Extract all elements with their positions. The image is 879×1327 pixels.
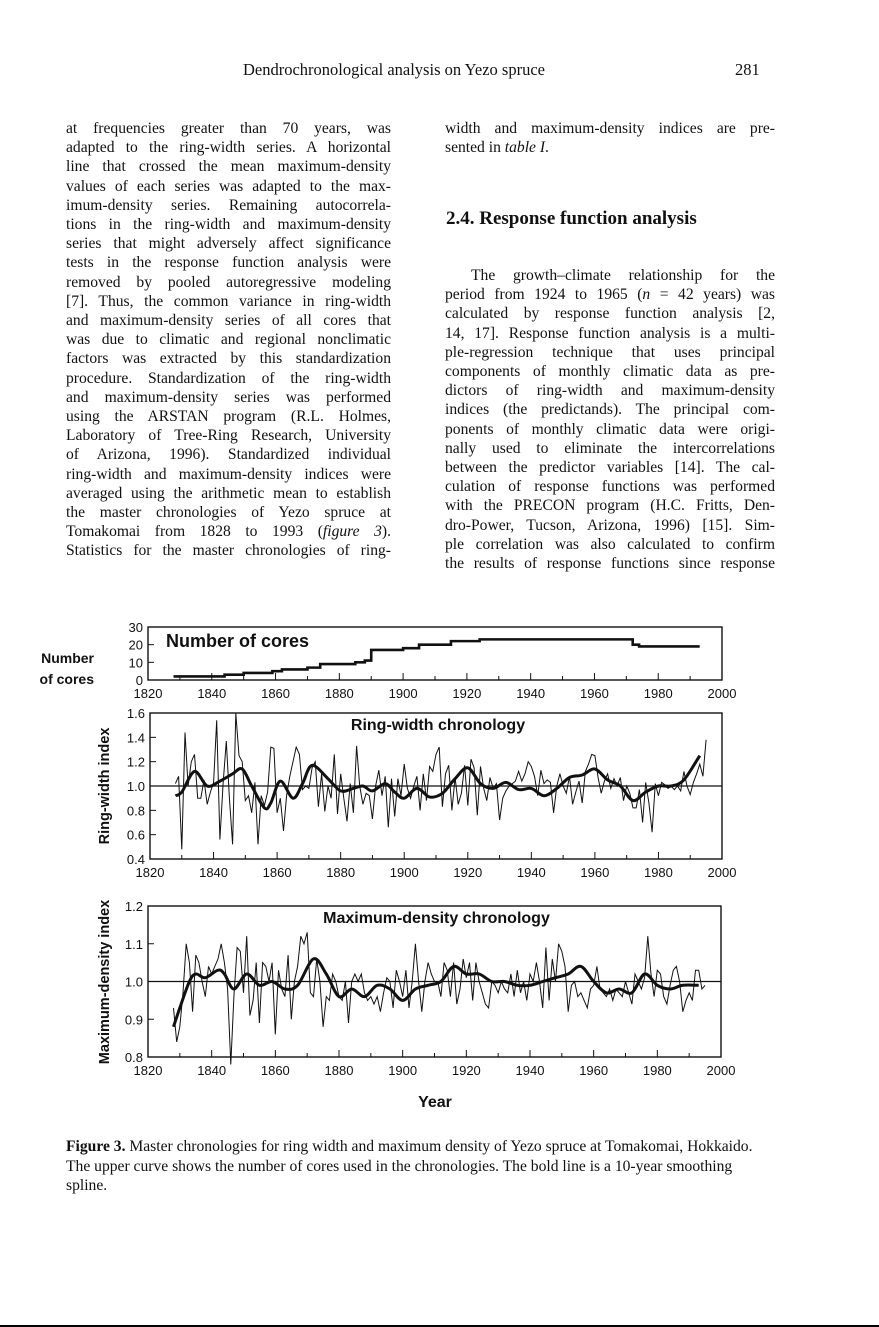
max-density-y-tick-label: 1.2 [124, 899, 143, 914]
page-number: 281 [735, 60, 760, 79]
ring-width-x-tick-label: 2000 [707, 865, 737, 880]
figure-3-chart [0, 580, 879, 1120]
cores-y-axis-label-line2: of cores [39, 671, 94, 687]
ring-width-x-tick-label: 1940 [516, 865, 546, 880]
text-line: period from 1924 to 1965 (n = 42 years) was [445, 286, 776, 304]
caption-label: Figure 3. [66, 1138, 126, 1155]
text-line: the master chronologies of Yezo spruce at [66, 504, 391, 522]
cores-y-tick-label: 30 [128, 620, 143, 635]
text-line: line that crossed the mean maximum-density [66, 158, 391, 176]
ring-width-y-tick-label: 1.4 [126, 730, 145, 746]
text-line: Statistics for the master chronologies of ring- [66, 542, 391, 560]
text-line: 14, 17]. Response function analysis is a multi- [445, 324, 775, 342]
text-line: and maximum-density series of all cores that [66, 312, 391, 330]
text-line: imum-density series. Remaining autocorrela- [66, 196, 391, 214]
ring-width-x-tick-label: 1960 [580, 865, 610, 880]
text-line: The growth–climate relationship for the [471, 267, 775, 284]
ring-width-y-tick-label: 0.6 [126, 827, 145, 843]
text-line: of Arizona, 1996). Standardized individual [66, 446, 391, 464]
max-density-x-tick-label: 1900 [388, 1063, 418, 1078]
ring-width-x-tick-label: 1900 [389, 865, 419, 880]
cores-x-tick-label: 1960 [579, 686, 609, 701]
text-line: ring-width and maximum-density indices were [66, 465, 391, 483]
max-density-panel-title: Maximum-density chronology [323, 910, 550, 927]
ring-width-panel-title: Ring-width chronology [350, 717, 526, 734]
text-line: [7]. Thus, the common variance in ring-width [66, 292, 391, 310]
text-line: the results of response functions since response [445, 555, 775, 573]
caption-text: Master chronologies for ring width and maximum density of Yezo spruce at Tomakomai, Hokkaido. The upper curve shows the number of cores used in the chronologies. The bold line is a 10-year smoothing spline. [66, 1138, 753, 1195]
ring-width-x-tick-label: 1920 [453, 865, 483, 880]
ring-width-y-axis-label: Ring-width index [97, 727, 113, 845]
ring-width-y-tick-label: 1.6 [126, 706, 145, 721]
text-line: nally used to eliminate the intercorrelations [445, 439, 775, 457]
text-line: ple-regression technique that uses principal [445, 343, 775, 361]
ring-width-x-tick-label: 1880 [326, 865, 356, 880]
text-line: components of monthly climatic data as pre- [445, 363, 775, 381]
text-line: averaged using the arithmetic mean to establish [66, 484, 391, 502]
text-line: procedure. Standardization of the ring-width [66, 369, 391, 387]
text-line: ponents of monthly climatic data were origi- [445, 420, 775, 438]
max-density-x-tick-label: 1980 [642, 1063, 672, 1078]
text-line: tions in the ring-width and maximum-density [66, 216, 391, 234]
ring-width-x-tick-label: 1860 [262, 865, 292, 880]
cores-y-tick-label: 0 [135, 673, 143, 688]
text-line: between the predictor variables [14]. The cal- [445, 459, 775, 477]
text-line: dictors of ring-width and maximum-density [445, 382, 775, 400]
cores-x-tick-label: 1900 [388, 686, 418, 701]
text-line: sented in table I. [445, 139, 549, 157]
cores-y-tick-label: 10 [128, 655, 143, 671]
cores-y-axis-label-line1: Number [41, 650, 94, 666]
max-density-x-tick-label: 1960 [579, 1063, 609, 1078]
max-density-x-tick-label: 1880 [324, 1063, 354, 1078]
text-line: series that might adversely affect significance [66, 235, 391, 253]
max-density-x-tick-label: 1920 [451, 1063, 481, 1078]
left-column-text [66, 119, 391, 561]
max-density-x-tick-label: 2000 [706, 1063, 736, 1078]
x-axis-label-year: Year [418, 1094, 452, 1111]
right-column-intro [445, 119, 775, 157]
max-density-x-tick-label: 1940 [515, 1063, 545, 1078]
ring-width-y-tick-label: 1.2 [126, 754, 145, 770]
max-density-x-tick-label: 1840 [197, 1063, 227, 1078]
text-line: culation of response functions was performed [445, 478, 775, 496]
text-line: factors was extracted by this standardization [66, 350, 391, 368]
max-density-spline-line [173, 959, 698, 1027]
max-density-y-axis-label: Maximum-density index [97, 899, 113, 1065]
cores-x-tick-label: 1940 [516, 686, 546, 701]
ring-width-x-tick-label: 1820 [135, 865, 165, 880]
running-title: Dendrochronological analysis on Yezo spruce [243, 60, 545, 79]
text-line: Tomakomai from 1828 to 1993 (figure 3). [66, 523, 391, 541]
cores-x-tick-label: 1840 [197, 686, 227, 701]
max-density-index-line [174, 932, 706, 1064]
text-line: calculated by response function analysis [2, [445, 305, 775, 323]
ring-width-x-tick-label: 1980 [643, 865, 673, 880]
right-column-paragraph [445, 266, 775, 573]
cores-x-tick-label: 1820 [133, 686, 163, 701]
max-density-x-tick-label: 1860 [260, 1063, 290, 1078]
text-line: width and maximum-density indices are pre- [445, 120, 775, 137]
cores-x-tick-label: 2000 [707, 686, 737, 701]
max-density-y-tick-label: 1.1 [124, 936, 143, 952]
text-line: tests in the response function analysis were [66, 254, 391, 272]
text-line: adapted to the ring-width series. A horizontal [66, 139, 391, 157]
max-density-x-tick-label: 1820 [133, 1063, 163, 1078]
text-line: values of each series was adapted to the max- [66, 177, 391, 195]
text-line: dro-Power, Tucson, Arizona, 1996) [15]. Sim- [445, 516, 775, 534]
text-line: removed by pooled autoregressive modeling [66, 273, 391, 291]
cores-x-tick-label: 1880 [324, 686, 354, 701]
text-line: was due to climatic and regional nonclimatic [66, 331, 391, 349]
ring-width-x-tick-label: 1840 [199, 865, 229, 880]
text-line: Laboratory of Tree-Ring Research, University [66, 427, 391, 445]
ring-width-y-tick-label: 0.4 [126, 852, 145, 867]
text-line: and maximum-density series was performed [66, 388, 391, 406]
max-density-y-tick-label: 0.8 [124, 1050, 143, 1065]
section-heading: 2.4. Response function analysis [446, 208, 697, 229]
ring-width-y-tick-label: 1.0 [126, 779, 145, 794]
max-density-y-tick-label: 1.0 [124, 974, 143, 990]
cores-y-tick-label: 20 [128, 637, 143, 653]
cores-x-tick-label: 1980 [643, 686, 673, 701]
cores-panel-title: Number of cores [166, 631, 310, 651]
max-density-y-tick-label: 0.9 [124, 1012, 143, 1028]
text-line: with the PRECON program (H.C. Fritts, Den- [445, 497, 775, 515]
text-line: ple correlation was also calculated to confirm [445, 535, 775, 553]
figure-caption [66, 1137, 776, 1196]
text-line: using the ARSTAN program (R.L. Holmes, [66, 408, 391, 426]
cores-x-tick-label: 1860 [261, 686, 291, 701]
text-line: indices (the predictands). The principal com- [445, 401, 775, 419]
ring-width-y-tick-label: 0.8 [126, 803, 145, 819]
cores-x-tick-label: 1920 [452, 686, 482, 701]
text-line: at frequencies greater than 70 years, was [66, 120, 391, 137]
